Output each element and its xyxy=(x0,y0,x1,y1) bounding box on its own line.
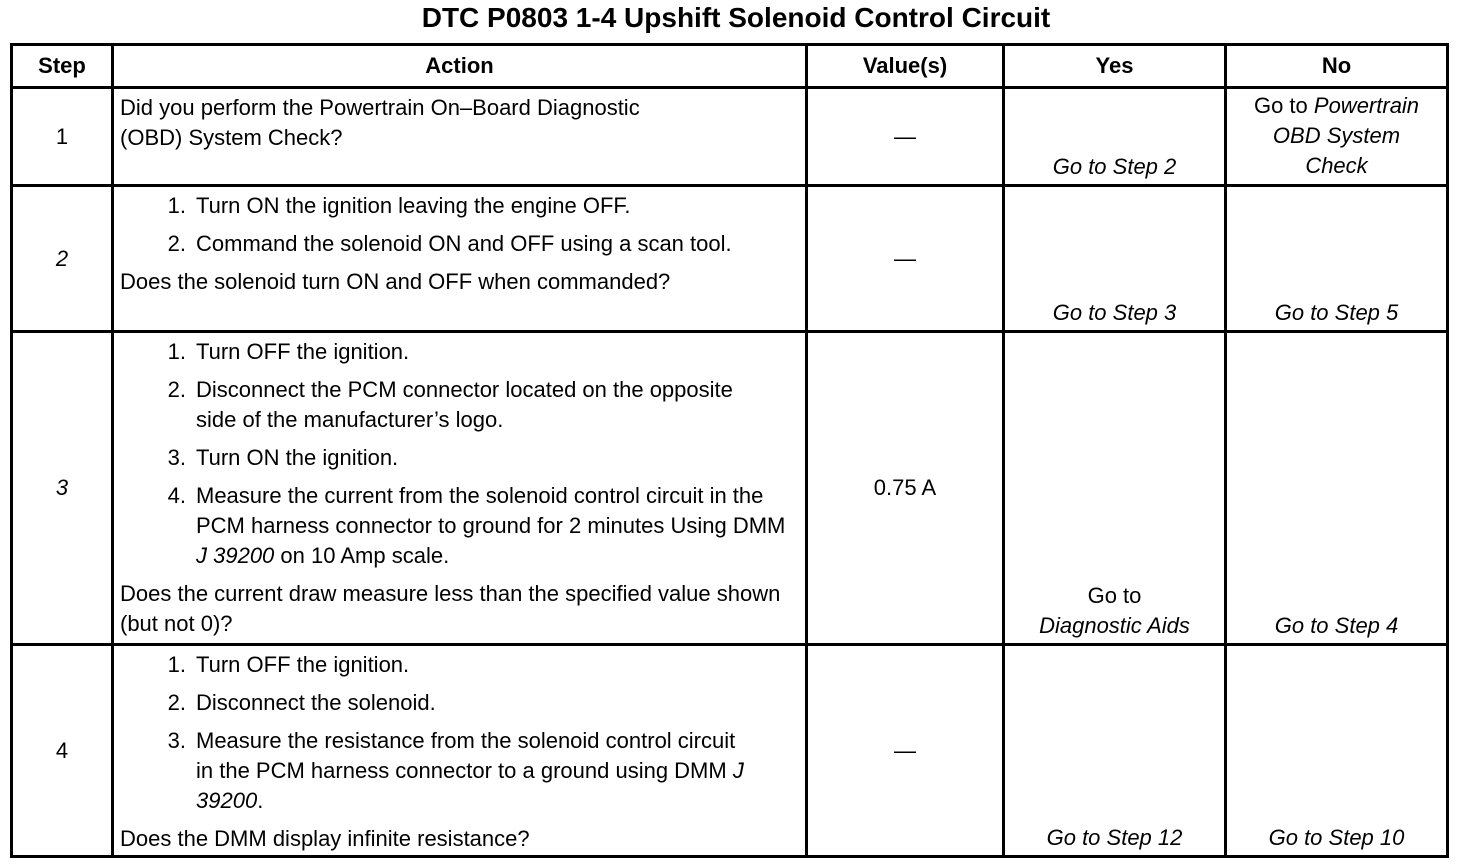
item-number: 2. xyxy=(167,231,186,256)
no-cell xyxy=(1226,88,1448,186)
question: Does the solenoid turn ON and OFF when commanded? xyxy=(120,269,671,294)
yes-link[interactable]: Diagnostic Aids xyxy=(1039,613,1190,638)
table-row xyxy=(12,88,1448,186)
question: Does the current draw measure less than the specified value shown (but not 0)? xyxy=(120,581,781,636)
step-number: 4 xyxy=(12,645,113,857)
action-cell xyxy=(113,645,807,857)
item-number: 3. xyxy=(167,728,186,753)
action-cell xyxy=(113,186,807,332)
table-row xyxy=(12,645,1448,857)
item-text: Disconnect the PCM connector located on the opposite side of the manufacturer’s logo. xyxy=(196,377,733,432)
yes-link[interactable]: Go to Step 2 xyxy=(1052,154,1177,179)
list-item xyxy=(120,688,799,718)
value-cell: — xyxy=(807,645,1004,857)
table-row xyxy=(12,186,1448,332)
no-cell xyxy=(1226,332,1448,645)
value-cell: — xyxy=(807,88,1004,186)
list-item xyxy=(120,726,799,816)
list-item xyxy=(120,375,799,435)
item-text: Measure the resistance from the solenoid control circuit in the PCM harness connector to a ground using DMM xyxy=(196,728,736,783)
item-number: 1. xyxy=(167,193,186,218)
header-yes: Yes xyxy=(1004,45,1226,88)
item-text: Turn ON the ignition leaving the engine OFF. xyxy=(196,193,631,218)
yes-cell xyxy=(1004,645,1226,857)
header-no: No xyxy=(1226,45,1448,88)
action-cell xyxy=(113,332,807,645)
diagnostic-table xyxy=(10,43,1449,858)
list-item xyxy=(120,481,799,571)
item-text: Turn OFF the ignition. xyxy=(196,652,410,677)
yes-cell xyxy=(1004,332,1226,645)
yes-cell xyxy=(1004,186,1226,332)
item-text: Turn ON the ignition. xyxy=(196,445,399,470)
yes-link[interactable]: Go to Step 12 xyxy=(1046,825,1183,850)
no-link[interactable]: Check xyxy=(1305,153,1368,178)
yes-prefix: Go to xyxy=(1087,583,1142,608)
no-link[interactable]: Go to Step 10 xyxy=(1268,825,1405,850)
item-text: Turn OFF the ignition. xyxy=(196,339,410,364)
item-text: . xyxy=(257,788,264,813)
item-text: Command the solenoid ON and OFF using a scan tool. xyxy=(196,231,732,256)
list-item xyxy=(120,650,799,680)
page-title: DTC P0803 1-4 Upshift Solenoid Control Circuit xyxy=(421,2,1051,33)
item-number: 2. xyxy=(167,377,186,402)
tool-reference: J 39200 xyxy=(196,758,744,813)
no-link[interactable]: Go to Step 4 xyxy=(1274,613,1399,638)
action-line: (OBD) System Check? xyxy=(120,125,343,150)
action-cell xyxy=(113,88,807,186)
item-number: 2. xyxy=(167,690,186,715)
list-item xyxy=(120,229,799,259)
no-cell xyxy=(1226,645,1448,857)
no-cell xyxy=(1226,186,1448,332)
question: Does the DMM display infinite resistance? xyxy=(120,826,530,851)
yes-cell xyxy=(1004,88,1226,186)
value-cell: 0.75 A xyxy=(807,332,1004,645)
action-line: Did you perform the Powertrain On–Board Diagnostic xyxy=(120,95,640,120)
item-text: Measure the current from the solenoid control circuit in the PCM harness connector to ground for 2 minutes Using DMM xyxy=(196,483,786,538)
item-number: 4. xyxy=(167,483,186,508)
step-number: 1 xyxy=(12,88,113,186)
header-step: Step xyxy=(12,45,113,88)
item-number: 3. xyxy=(167,445,186,470)
list-item xyxy=(120,443,799,473)
yes-link[interactable]: Go to Step 3 xyxy=(1052,300,1177,325)
no-prefix: Go to xyxy=(1253,93,1308,118)
header-row xyxy=(12,45,1448,88)
list-item xyxy=(120,337,799,367)
no-link[interactable]: Powertrain xyxy=(1313,93,1420,118)
header-values: Value(s) xyxy=(807,45,1004,88)
table-row xyxy=(12,332,1448,645)
no-link[interactable]: OBD System xyxy=(1272,123,1401,148)
step-number: 3 xyxy=(12,332,113,645)
item-number: 1. xyxy=(167,652,186,677)
no-link[interactable]: Go to Step 5 xyxy=(1274,300,1399,325)
list-item xyxy=(120,191,799,221)
value-cell: — xyxy=(807,186,1004,332)
step-number: 2 xyxy=(12,186,113,332)
tool-reference: J 39200 xyxy=(196,543,275,568)
item-number: 1. xyxy=(167,339,186,364)
item-text: Disconnect the solenoid. xyxy=(196,690,436,715)
item-text: on 10 Amp scale. xyxy=(280,543,450,568)
header-action: Action xyxy=(113,45,807,88)
